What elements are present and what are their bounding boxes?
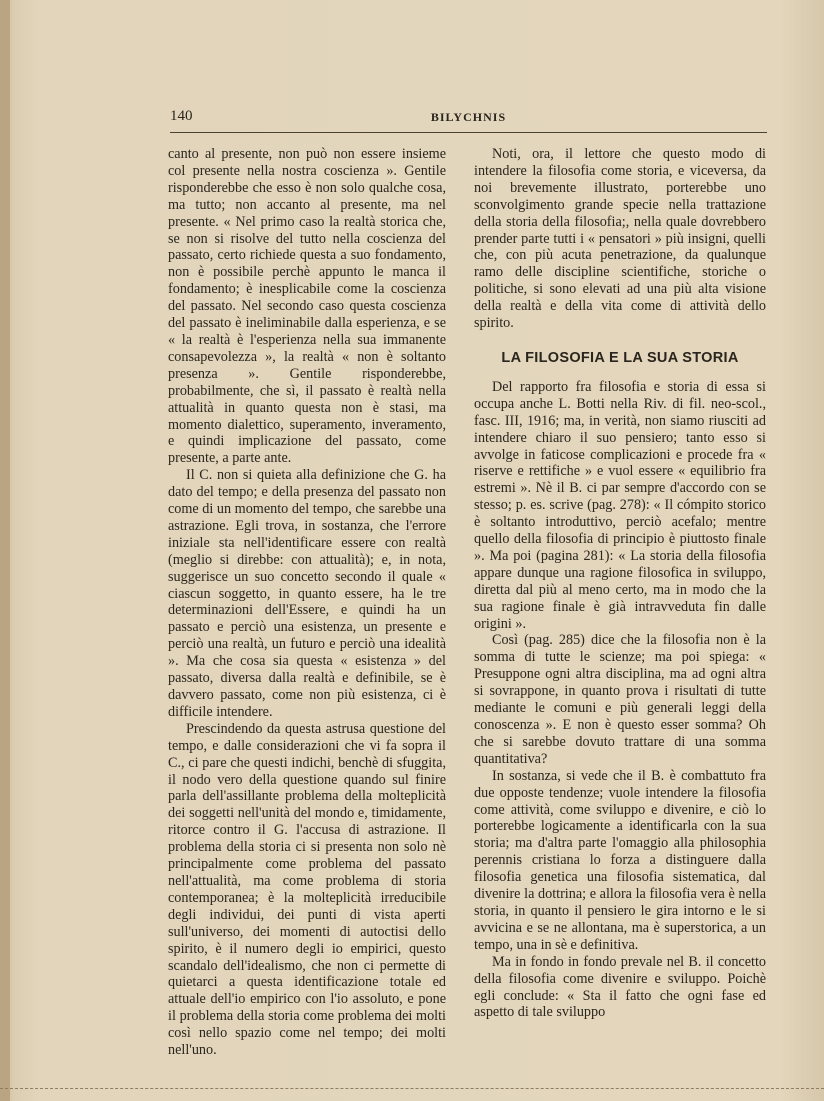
left-column: [168, 146, 446, 1059]
paragraph: Così (pag. 285) dice che la filosofia non è la somma di tutte le scienze; ma poi spiega: « Presuppone ogni altra disciplina, ma ad ogni altra si sovrappone, in quanto prova i risultati di tutte mediante le comuni e più generali leggi della conoscenza ». E non è questo esser somma? Oh che si sarebbe dovuto trattare di una somma quantitativa?: [474, 632, 766, 767]
bottom-edge: [0, 1088, 824, 1089]
paragraph: Prescindendo da questa astrusa questione del tempo, e dalle considerazioni che vi fa sopra il C., ci pare che questi indichi, benchè di sfuggita, il nodo vero della questione quando sul finire parla dell'assillante problema della molteplicità dei soggetti nell'unità del mondo e, timidamente, ritorce contro il G. l'accusa di astrazione. Il problema della storia ci si presenta non solo nè principalmente come problema del passato nell'attualità, ma come problema di storia contemporanea; è la molteplicità irreducibile degli individui, dei punti di vista aperti sull'universo, dei momenti di autoctisi dello spirito, è il numero degli io empirici, questo scandalo dell'idealismo, che non ci permette di quietarci a questa identificazione totale ed attuale dell'io empirico con l'io assoluto, e pone il problema della storia come problema dei molti così nello spazio come nel tempo; dei molti nell'uno.: [168, 720, 446, 1059]
paragraph: In sostanza, si vede che il B. è combattuto fra due opposte tendenze; vuole intendere la filosofia come attività, come sviluppo e divenire, e ciò lo porterebbe logicamente a identificarla con la sua storia; ma d'altra parte l'omaggio alla philosophia perennis cristiana lo forza a distinguere dalla filosofia genetica una filosofia sistematica, dal divenire la dottrina; e allora la filosofia vera è nella storia, in quanto il pensiero le gira intorno e le si avvicina e se ne allontana, ma è superstorica, a un tempo, una in sè e definitiva.: [474, 767, 766, 953]
paragraph: Il C. non si quieta alla definizione che G. ha dato del tempo; e della presenza del passato non come di un momento del tempo, che sarebbe una astrazione. Egli trova, in sostanza, che l'errore iniziale sta nell'identificare essere con realtà (meglio si direbbe: con attualità); e, in nota, suggerisce un suo concetto secondo il quale « ciascun soggetto, in quanto essere, ha le tre determinazioni dell'Essere, e quindi ha un passato e perciò una esistenza, un presente e perciò una realtà, un futuro e perciò una idealità ». Ma che cosa sia questa « esistenza » del passato, diversa dalla realtà e definibile, se è davvero passato, come non più esistenza, ci è difficile intendere.: [168, 467, 446, 720]
paragraph: canto al presente, non può non essere insieme col presente nella nostra coscienza ». Gentile risponderebbe che esso è non solo qualche cosa, ma tutto; non accanto al presente, ma nel presente. « Nel primo caso la realtà storica che, se non si risolve del tutto nella coscienza del passato, certo richiede questa a suo fondamento, non è possibile perchè appunto le manca il fondamento; è inesplicabile come la coscienza del passato. Nel secondo caso questa coscienza del passato è ineliminabile dalla esperienza, e se « la realtà è l'esperienza nella sua immanente consapevolezza », la realtà « non è soltanto presenza ». Gentile risponderebbe, probabilmente, che sì, il passato è realtà nella attualità in quanto questa non è stasi, ma momento dialettico, superamento, inveramento, e quindi implicazione del passato, come presente, a parte ante.: [168, 146, 446, 467]
page-header: [170, 108, 767, 133]
running-title: BILYCHNIS: [430, 110, 507, 124]
paragraph: Ma in fondo in fondo prevale nel B. il concetto della filosofia come divenire e sviluppo. Poichè egli conclude: « Sta il fatto che ogni fase ed aspetto di tale sviluppo: [474, 953, 766, 1021]
page-spine: [0, 0, 10, 1101]
section-heading: LA FILOSOFIA E LA SUA STORIA: [501, 349, 739, 366]
page-number: 140: [170, 108, 193, 124]
paragraph: Noti, ora, il lettore che questo modo di intendere la filosofia come storia, e viceversa, da noi brevemente illustrato, porterebbe uno sconvolgimento grande specie nella trattazione della storia della filosofia;, nella quale dovrebbero prender parte tutti i « pensatori » più insigni, quelli che, con più acuta penetrazione, da qualunque ramo delle discipline scientifiche, storiche o politiche, si sono elevati ad una più alta visione della realtà e della vita come di attività dello spirito.: [474, 146, 766, 332]
right-column: [474, 146, 766, 1021]
paragraph: Del rapporto fra filosofia e storia di essa si occupa anche L. Botti nella Riv. di fil. neo-scol., fasc. III, 1916; ma, in verità, non siamo riusciti ad intendere chiaro il suo pensiero; tanto esso si avvolge in faticose complicazioni e procede fra « riserve e rettifiche » e vuol essere « equilibrio fra estremi ». Nè il B. ci par sempre d'accordo con se stesso; p. es. scrive (pag. 278): « Il cómpito storico è soltanto introduttivo, perciò acefalo; mentre quello della filosofia di principio è piuttosto finale ». Ma poi (pagina 281): « La storia della filosofia appare dunque una ragione filosofica in sviluppo, diretta dal più al meno certo, ma in modo che la sua ragione finale è già intravveduta fin dalle origini ».: [474, 378, 766, 632]
